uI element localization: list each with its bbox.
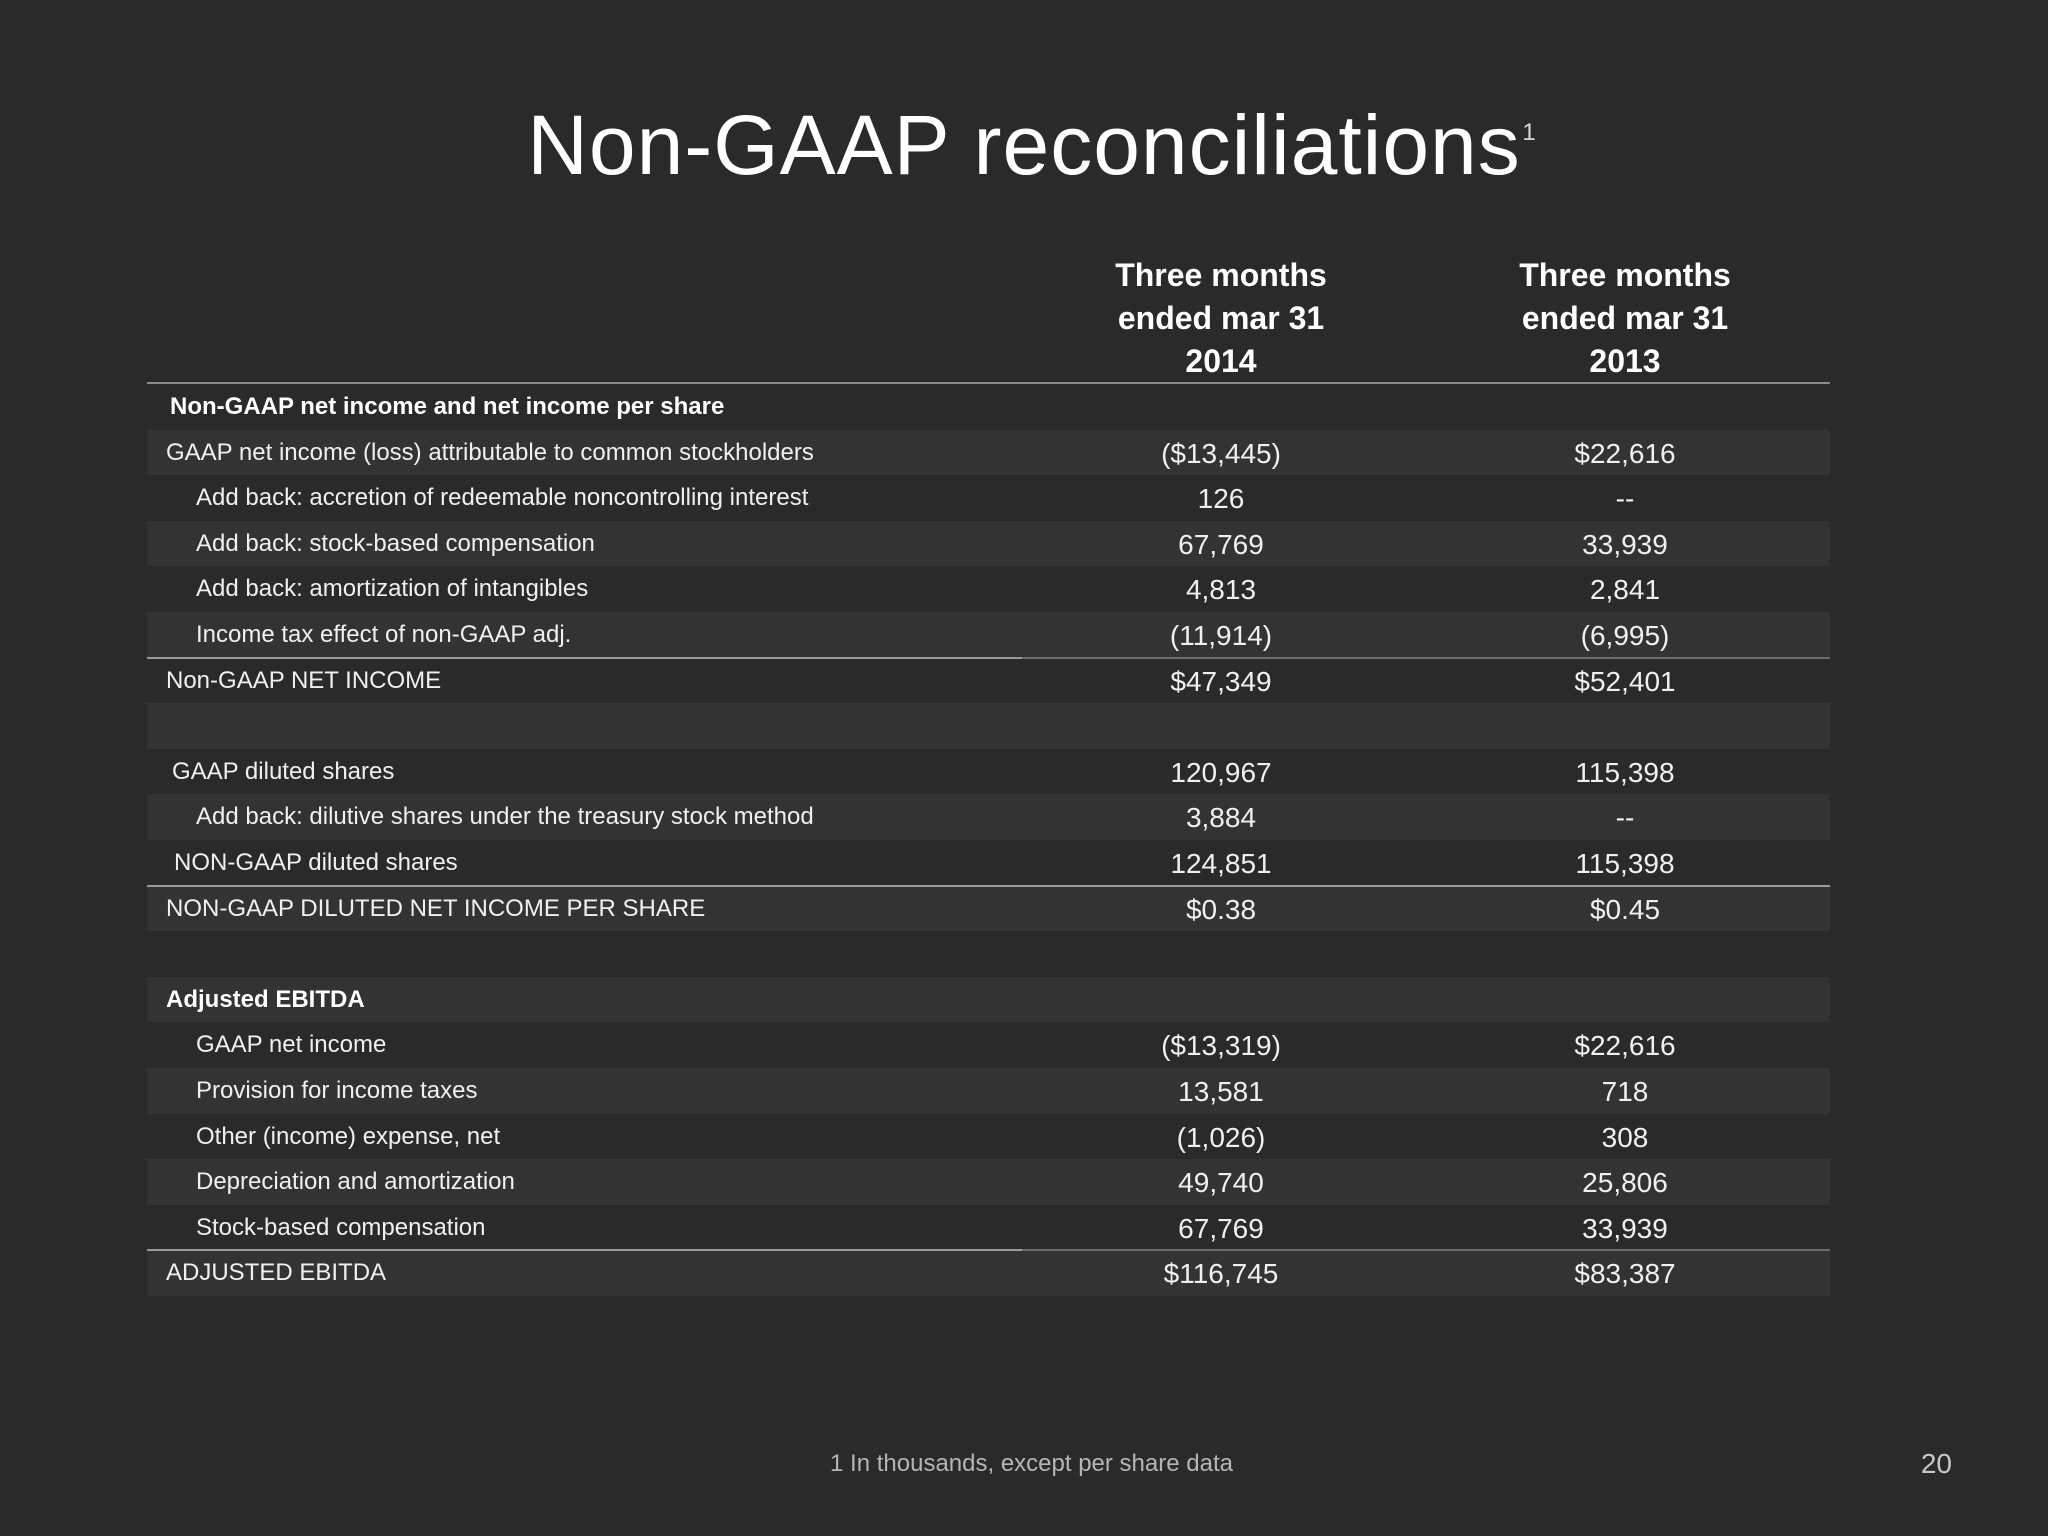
value-2014: $116,745 <box>1163 1258 1279 1290</box>
value-2014: 124,851 <box>1170 847 1272 879</box>
row-label: Income tax effect of non-GAAP adj. <box>196 620 572 648</box>
spacer-row <box>147 931 1830 977</box>
value-2013: $0.45 <box>1589 893 1661 925</box>
value-2013: 308 <box>1601 1121 1649 1153</box>
row-label: Add back: stock-based compensation <box>196 529 595 557</box>
section-heading-row <box>147 384 1830 430</box>
value-2013: (6,995) <box>1580 619 1670 651</box>
value-2013: $22,616 <box>1574 437 1676 469</box>
title-text: Non-GAAP reconciliations <box>527 98 1521 192</box>
table-row <box>147 794 1830 840</box>
value-2014: 49,740 <box>1178 1167 1264 1199</box>
table-row <box>147 521 1830 567</box>
value-2013: $52,401 <box>1574 665 1676 697</box>
row-label: Add back: amortization of intangibles <box>196 575 589 603</box>
value-2014: ($13,319) <box>1161 1030 1281 1062</box>
row-label: Non-GAAP NET INCOME <box>166 666 442 694</box>
value-2014: $0.38 <box>1185 893 1257 925</box>
row-label: Provision for income taxes <box>196 1076 478 1104</box>
table-row <box>147 1114 1830 1160</box>
reconciliation-table <box>147 384 1830 1296</box>
table-row <box>147 840 1830 886</box>
column-header-2013 <box>1475 254 1775 383</box>
row-label: Depreciation and amortization <box>196 1168 515 1196</box>
value-2014: (11,914) <box>1169 619 1273 651</box>
section-heading: Non-GAAP net income and net income per share <box>170 393 725 420</box>
table-row <box>147 566 1830 612</box>
title-footnote-marker: 1 <box>1522 119 1537 146</box>
spacer-row <box>147 703 1830 749</box>
value-2014: 3,884 <box>1185 802 1257 834</box>
value-2013: -- <box>1615 483 1635 515</box>
value-2013: 115,398 <box>1575 756 1675 788</box>
value-2014: 4,813 <box>1185 574 1257 606</box>
column-header-line: Three months <box>1115 257 1327 293</box>
column-header-line: Three months <box>1519 257 1731 293</box>
value-2014: $47,349 <box>1170 665 1272 697</box>
total-row <box>147 886 1830 932</box>
section-heading-row <box>147 977 1830 1023</box>
table-row <box>147 1159 1830 1205</box>
row-label: NON-GAAP diluted shares <box>174 848 458 876</box>
value-2014: 67,769 <box>1178 528 1264 560</box>
value-2014: 67,769 <box>1178 1212 1264 1244</box>
table-row <box>147 475 1830 521</box>
row-label: Other (income) expense, net <box>196 1122 501 1150</box>
column-header-year: 2013 <box>1589 343 1661 379</box>
page-number: 20 <box>1920 1448 1952 1479</box>
table-row <box>147 1068 1830 1114</box>
table-row <box>147 612 1830 658</box>
table-row <box>147 430 1830 476</box>
table-row <box>147 1205 1830 1251</box>
table-row <box>147 749 1830 795</box>
column-header-2014 <box>1071 254 1371 383</box>
value-2013: -- <box>1615 802 1635 834</box>
column-header-line: ended mar 31 <box>1117 300 1325 336</box>
value-2013: 33,939 <box>1582 528 1668 560</box>
column-header-year: 2014 <box>1185 343 1257 379</box>
value-2014: 13,581 <box>1178 1075 1264 1107</box>
value-2013: 115,398 <box>1575 847 1675 879</box>
row-label: GAAP diluted shares <box>172 757 395 785</box>
table-row <box>147 1022 1830 1068</box>
row-label: Stock-based compensation <box>196 1213 486 1241</box>
row-label: NON-GAAP DILUTED NET INCOME PER SHARE <box>166 894 706 922</box>
footnote: 1 In thousands, except per share data <box>830 1450 1233 1477</box>
value-2014: ($13,445) <box>1161 437 1281 469</box>
value-2013: 25,806 <box>1582 1167 1668 1199</box>
subtotal-row <box>147 658 1830 704</box>
value-2013: 718 <box>1601 1075 1649 1107</box>
value-2013: $83,387 <box>1574 1258 1676 1290</box>
slide-title <box>0 95 2048 195</box>
row-label: Add back: accretion of redeemable noncontrolling interest <box>196 484 809 512</box>
row-label: ADJUSTED EBITDA <box>166 1259 387 1287</box>
column-header-line: ended mar 31 <box>1521 300 1729 336</box>
value-2013: 2,841 <box>1589 574 1661 606</box>
value-2013: 33,939 <box>1582 1212 1668 1244</box>
row-label: GAAP net income (loss) attributable to common stockholders <box>166 438 814 466</box>
value-2014: (1,026) <box>1176 1121 1266 1153</box>
section-heading: Adjusted EBITDA <box>166 985 365 1013</box>
row-label: GAAP net income <box>196 1031 387 1059</box>
row-label: Add back: dilutive shares under the treasury stock method <box>196 803 814 831</box>
value-2013: $22,616 <box>1574 1030 1676 1062</box>
value-2014: 126 <box>1197 483 1245 515</box>
total-row <box>147 1250 1830 1296</box>
value-2014: 120,967 <box>1170 756 1272 788</box>
